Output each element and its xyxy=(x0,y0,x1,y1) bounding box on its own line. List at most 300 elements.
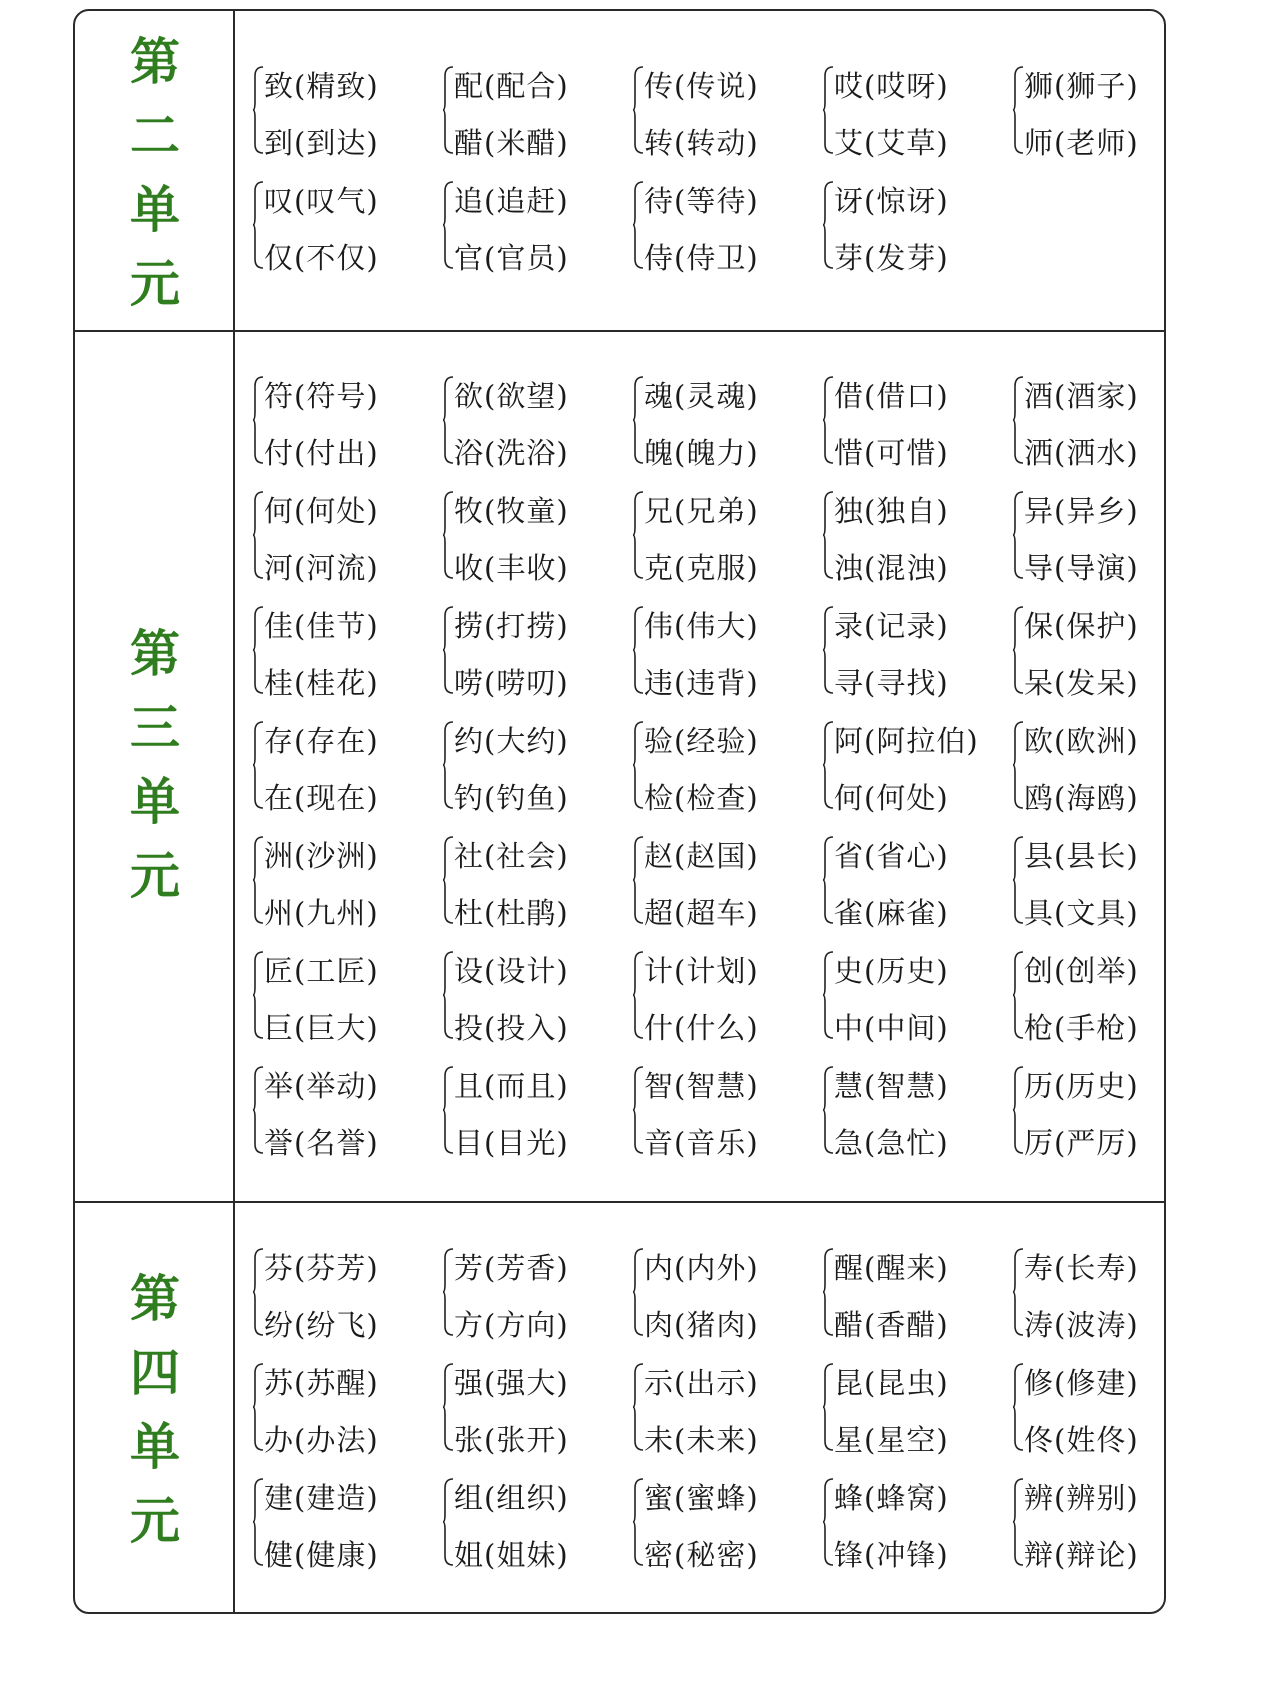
char-pair xyxy=(250,475,435,589)
character: 寿 xyxy=(1024,1251,1055,1285)
example-word: 计划 xyxy=(686,954,747,988)
character: 独 xyxy=(834,494,865,528)
char-pair xyxy=(440,360,625,474)
example-word: 姐妹 xyxy=(496,1538,557,1572)
open-paren: ( xyxy=(1054,1423,1067,1457)
open-paren: ( xyxy=(1054,126,1067,160)
close-paren: ) xyxy=(746,436,759,470)
close-paren: ) xyxy=(936,1481,949,1515)
example-word: 中间 xyxy=(876,1011,937,1045)
char-pair xyxy=(250,1347,435,1461)
close-paren: ) xyxy=(746,126,759,160)
example-word: 阿拉伯 xyxy=(876,724,967,758)
close-paren: ) xyxy=(936,379,949,413)
close-paren: ) xyxy=(1126,436,1139,470)
close-paren: ) xyxy=(746,241,759,275)
close-paren: ) xyxy=(366,379,379,413)
unit-title-char: 元 xyxy=(130,1492,180,1550)
character: 枪 xyxy=(1024,1011,1055,1045)
brace-icon xyxy=(632,1248,644,1336)
example-word: 哎呀 xyxy=(876,69,937,103)
unit-title-char: 单 xyxy=(130,181,180,239)
close-paren: ) xyxy=(746,839,759,873)
brace-icon xyxy=(1012,376,1024,464)
brace-icon xyxy=(252,1248,264,1336)
char-pair xyxy=(440,1232,625,1346)
open-paren: ( xyxy=(484,184,497,218)
open-paren: ( xyxy=(864,781,877,815)
character: 洒 xyxy=(1024,436,1055,470)
open-paren: ( xyxy=(1054,896,1067,930)
character: 官 xyxy=(454,241,485,275)
close-paren: ) xyxy=(366,1423,379,1457)
open-paren: ( xyxy=(484,1011,497,1045)
example-word: 什么 xyxy=(686,1011,747,1045)
character: 检 xyxy=(644,781,675,815)
example-word: 寻找 xyxy=(876,666,937,700)
brace-icon xyxy=(1012,951,1024,1039)
character: 匠 xyxy=(264,954,295,988)
char-entry xyxy=(644,1305,759,1345)
brace-icon xyxy=(252,836,264,924)
example-word: 酒家 xyxy=(1066,379,1127,413)
example-word: 现在 xyxy=(306,781,367,815)
brace-icon xyxy=(822,1248,834,1336)
example-word: 工匠 xyxy=(306,954,367,988)
open-paren: ( xyxy=(864,896,877,930)
character: 慧 xyxy=(834,1069,865,1103)
brace-icon xyxy=(442,181,454,269)
example-word: 麻雀 xyxy=(876,896,937,930)
char-pair xyxy=(250,705,435,819)
example-word: 打捞 xyxy=(496,609,557,643)
character: 约 xyxy=(454,724,485,758)
char-entry xyxy=(264,548,379,588)
character: 配 xyxy=(454,69,485,103)
close-paren: ) xyxy=(746,379,759,413)
character: 锋 xyxy=(834,1538,865,1572)
open-paren: ( xyxy=(1054,551,1067,585)
char-entry xyxy=(454,1478,569,1518)
open-paren: ( xyxy=(1054,954,1067,988)
close-paren: ) xyxy=(556,609,569,643)
char-entry xyxy=(834,836,949,876)
character: 蜜 xyxy=(644,1481,675,1515)
char-entry xyxy=(264,1248,379,1288)
char-entry xyxy=(454,123,569,163)
example-word: 洒水 xyxy=(1066,436,1127,470)
char-entry xyxy=(1024,1008,1139,1048)
open-paren: ( xyxy=(1054,609,1067,643)
char-entry xyxy=(834,238,949,278)
close-paren: ) xyxy=(746,666,759,700)
char-entry xyxy=(644,836,759,876)
open-paren: ( xyxy=(864,1251,877,1285)
brace-icon xyxy=(1012,1478,1024,1566)
brace-icon xyxy=(1012,721,1024,809)
open-paren: ( xyxy=(864,839,877,873)
example-word: 历史 xyxy=(876,954,937,988)
brace-icon xyxy=(442,951,454,1039)
close-paren: ) xyxy=(746,1308,759,1342)
char-entry xyxy=(644,1123,759,1163)
brace-icon xyxy=(442,721,454,809)
character: 示 xyxy=(644,1366,675,1400)
brace-icon xyxy=(822,66,834,154)
close-paren: ) xyxy=(366,724,379,758)
open-paren: ( xyxy=(484,1069,497,1103)
open-paren: ( xyxy=(864,69,877,103)
close-paren: ) xyxy=(556,436,569,470)
example-word: 欧洲 xyxy=(1066,724,1127,758)
example-word: 魄力 xyxy=(686,436,747,470)
example-word: 历史 xyxy=(1066,1069,1127,1103)
close-paren: ) xyxy=(936,1069,949,1103)
example-word: 发芽 xyxy=(876,241,937,275)
char-entry xyxy=(834,1123,949,1163)
character: 录 xyxy=(834,609,865,643)
character: 昆 xyxy=(834,1366,865,1400)
open-paren: ( xyxy=(484,1366,497,1400)
close-paren: ) xyxy=(1126,1011,1139,1045)
character: 酒 xyxy=(1024,379,1055,413)
open-paren: ( xyxy=(1054,1011,1067,1045)
char-entry xyxy=(454,238,569,278)
close-paren: ) xyxy=(746,1126,759,1160)
character: 省 xyxy=(834,839,865,873)
example-word: 未来 xyxy=(686,1423,747,1457)
example-word: 记录 xyxy=(876,609,937,643)
char-pair xyxy=(1010,1347,1195,1461)
char-entry xyxy=(264,238,379,278)
close-paren: ) xyxy=(746,69,759,103)
example-word: 佳节 xyxy=(306,609,367,643)
brace-icon xyxy=(632,1066,644,1154)
character: 历 xyxy=(1024,1069,1055,1103)
open-paren: ( xyxy=(674,839,687,873)
char-entry xyxy=(1024,123,1139,163)
char-entry xyxy=(454,1066,569,1106)
character: 狮 xyxy=(1024,69,1055,103)
close-paren: ) xyxy=(746,494,759,528)
brace-icon xyxy=(252,66,264,154)
char-entry xyxy=(644,1420,759,1460)
brace-icon xyxy=(1012,66,1024,154)
char-entry xyxy=(834,1478,949,1518)
close-paren: ) xyxy=(556,724,569,758)
example-word: 大约 xyxy=(496,724,557,758)
char-entry xyxy=(264,491,379,531)
char-pair xyxy=(1010,705,1195,819)
example-word: 智慧 xyxy=(686,1069,747,1103)
close-paren: ) xyxy=(746,724,759,758)
open-paren: ( xyxy=(294,1126,307,1160)
char-entry xyxy=(454,548,569,588)
character: 苏 xyxy=(264,1366,295,1400)
char-pair xyxy=(820,1232,1005,1346)
close-paren: ) xyxy=(1126,839,1139,873)
char-entry xyxy=(644,1478,759,1518)
example-word: 修建 xyxy=(1066,1366,1127,1400)
character: 保 xyxy=(1024,609,1055,643)
example-word: 方向 xyxy=(496,1308,557,1342)
close-paren: ) xyxy=(366,1126,379,1160)
char-entry xyxy=(644,893,759,933)
char-pair xyxy=(820,475,1005,589)
brace-icon xyxy=(1012,491,1024,579)
character: 智 xyxy=(644,1069,675,1103)
close-paren: ) xyxy=(936,1126,949,1160)
char-entry xyxy=(834,721,979,761)
brace-icon xyxy=(252,606,264,694)
brace-icon xyxy=(822,836,834,924)
char-entry xyxy=(834,123,949,163)
character: 星 xyxy=(834,1423,865,1457)
brace-icon xyxy=(252,376,264,464)
close-paren: ) xyxy=(366,666,379,700)
character: 什 xyxy=(644,1011,675,1045)
char-entry xyxy=(1024,1305,1139,1345)
close-paren: ) xyxy=(746,781,759,815)
char-entry xyxy=(454,491,569,531)
char-pair xyxy=(1010,360,1195,474)
unit-title xyxy=(75,1262,235,1558)
close-paren: ) xyxy=(936,896,949,930)
brace-icon xyxy=(442,1248,454,1336)
char-pair xyxy=(440,590,625,704)
close-paren: ) xyxy=(556,69,569,103)
example-word: 醒来 xyxy=(876,1251,937,1285)
close-paren: ) xyxy=(1126,1308,1139,1342)
close-paren: ) xyxy=(1126,1069,1139,1103)
open-paren: ( xyxy=(864,1423,877,1457)
open-paren: ( xyxy=(674,69,687,103)
open-paren: ( xyxy=(674,896,687,930)
character: 社 xyxy=(454,839,485,873)
unit-title-char: 三 xyxy=(130,699,180,757)
example-word: 老师 xyxy=(1066,126,1127,160)
char-entry xyxy=(454,1008,569,1048)
char-entry xyxy=(454,433,569,473)
brace-icon xyxy=(1012,1363,1024,1451)
char-entry xyxy=(1024,663,1139,703)
open-paren: ( xyxy=(294,494,307,528)
example-word: 丰收 xyxy=(496,551,557,585)
row-divider xyxy=(73,1201,1166,1203)
char-entry xyxy=(1024,721,1139,761)
example-word: 县长 xyxy=(1066,839,1127,873)
char-entry xyxy=(1024,376,1139,416)
example-word: 芬芳 xyxy=(306,1251,367,1285)
character: 州 xyxy=(264,896,295,930)
close-paren: ) xyxy=(366,1538,379,1572)
unit-title-char: 元 xyxy=(130,847,180,905)
close-paren: ) xyxy=(936,126,949,160)
character: 芳 xyxy=(454,1251,485,1285)
close-paren: ) xyxy=(936,666,949,700)
char-entry xyxy=(834,606,949,646)
close-paren: ) xyxy=(936,1011,949,1045)
open-paren: ( xyxy=(484,839,497,873)
brace-icon xyxy=(442,491,454,579)
char-pair xyxy=(440,935,625,1049)
open-paren: ( xyxy=(674,1308,687,1342)
character: 浴 xyxy=(454,436,485,470)
char-entry xyxy=(644,238,759,278)
row-divider xyxy=(73,330,1166,332)
char-entry xyxy=(1024,951,1139,991)
close-paren: ) xyxy=(746,551,759,585)
character: 师 xyxy=(1024,126,1055,160)
open-paren: ( xyxy=(484,954,497,988)
char-entry xyxy=(264,663,379,703)
open-paren: ( xyxy=(674,379,687,413)
close-paren: ) xyxy=(556,551,569,585)
char-pair xyxy=(630,1232,815,1346)
character: 巨 xyxy=(264,1011,295,1045)
close-paren: ) xyxy=(366,1069,379,1103)
close-paren: ) xyxy=(1126,781,1139,815)
char-entry xyxy=(454,376,569,416)
close-paren: ) xyxy=(366,1481,379,1515)
example-word: 兄弟 xyxy=(686,494,747,528)
open-paren: ( xyxy=(294,724,307,758)
character: 中 xyxy=(834,1011,865,1045)
char-entry xyxy=(454,181,569,221)
open-paren: ( xyxy=(864,724,877,758)
open-paren: ( xyxy=(484,494,497,528)
open-paren: ( xyxy=(484,1481,497,1515)
char-pair xyxy=(440,820,625,934)
example-word: 蜜蜂 xyxy=(686,1481,747,1515)
example-word: 伟大 xyxy=(686,609,747,643)
char-entry xyxy=(454,1363,569,1403)
char-entry xyxy=(264,1066,379,1106)
character: 转 xyxy=(644,126,675,160)
open-paren: ( xyxy=(864,126,877,160)
brace-icon xyxy=(632,721,644,809)
open-paren: ( xyxy=(294,1251,307,1285)
open-paren: ( xyxy=(294,1366,307,1400)
character: 蜂 xyxy=(834,1481,865,1515)
example-word: 传说 xyxy=(686,69,747,103)
open-paren: ( xyxy=(1054,379,1067,413)
character: 醋 xyxy=(834,1308,865,1342)
close-paren: ) xyxy=(746,184,759,218)
character: 钓 xyxy=(454,781,485,815)
brace-icon xyxy=(822,951,834,1039)
example-word: 苏醒 xyxy=(306,1366,367,1400)
char-entry xyxy=(644,663,759,703)
example-word: 转动 xyxy=(686,126,747,160)
character: 克 xyxy=(644,551,675,585)
char-pair xyxy=(820,1462,1005,1576)
char-entry xyxy=(644,548,759,588)
open-paren: ( xyxy=(294,839,307,873)
close-paren: ) xyxy=(366,1011,379,1045)
char-entry xyxy=(1024,1420,1139,1460)
example-word: 星空 xyxy=(876,1423,937,1457)
close-paren: ) xyxy=(746,954,759,988)
open-paren: ( xyxy=(864,1538,877,1572)
open-paren: ( xyxy=(674,184,687,218)
open-paren: ( xyxy=(864,1126,877,1160)
char-pair xyxy=(1010,1232,1195,1346)
open-paren: ( xyxy=(484,724,497,758)
example-word: 惊讶 xyxy=(876,184,937,218)
char-entry xyxy=(264,778,379,818)
open-paren: ( xyxy=(294,126,307,160)
close-paren: ) xyxy=(936,494,949,528)
example-word: 设计 xyxy=(496,954,557,988)
character: 传 xyxy=(644,69,675,103)
char-entry xyxy=(264,1535,379,1575)
char-pair xyxy=(630,820,815,934)
char-pair xyxy=(1010,590,1195,704)
example-word: 纷飞 xyxy=(306,1308,367,1342)
char-entry xyxy=(834,491,949,531)
character: 投 xyxy=(454,1011,485,1045)
character: 肉 xyxy=(644,1308,675,1342)
close-paren: ) xyxy=(556,1126,569,1160)
char-entry xyxy=(1024,778,1139,818)
character: 厉 xyxy=(1024,1126,1055,1160)
char-pair xyxy=(250,1050,435,1164)
close-paren: ) xyxy=(366,781,379,815)
open-paren: ( xyxy=(484,436,497,470)
character: 修 xyxy=(1024,1366,1055,1400)
open-paren: ( xyxy=(674,1126,687,1160)
example-word: 配合 xyxy=(496,69,557,103)
example-word: 冲锋 xyxy=(876,1538,937,1572)
character: 芽 xyxy=(834,241,865,275)
example-word: 导演 xyxy=(1066,551,1127,585)
char-entry xyxy=(834,893,949,933)
open-paren: ( xyxy=(864,1011,877,1045)
example-word: 官员 xyxy=(496,241,557,275)
char-entry xyxy=(644,951,759,991)
open-paren: ( xyxy=(484,1308,497,1342)
example-word: 蜂窝 xyxy=(876,1481,937,1515)
open-paren: ( xyxy=(294,1423,307,1457)
close-paren: ) xyxy=(556,896,569,930)
example-word: 急忙 xyxy=(876,1126,937,1160)
unit-title-char: 元 xyxy=(130,255,180,313)
character: 验 xyxy=(644,724,675,758)
character: 桂 xyxy=(264,666,295,700)
unit-title-char: 第 xyxy=(130,1270,180,1328)
character: 目 xyxy=(454,1126,485,1160)
character: 侍 xyxy=(644,241,675,275)
close-paren: ) xyxy=(1126,954,1139,988)
example-word: 出示 xyxy=(686,1366,747,1400)
open-paren: ( xyxy=(294,551,307,585)
character: 县 xyxy=(1024,839,1055,873)
char-entry xyxy=(264,951,379,991)
character: 醒 xyxy=(834,1251,865,1285)
open-paren: ( xyxy=(294,1538,307,1572)
close-paren: ) xyxy=(1126,609,1139,643)
brace-icon xyxy=(252,181,264,269)
brace-icon xyxy=(822,606,834,694)
close-paren: ) xyxy=(556,184,569,218)
character: 急 xyxy=(834,1126,865,1160)
brace-icon xyxy=(632,491,644,579)
open-paren: ( xyxy=(674,551,687,585)
example-word: 检查 xyxy=(686,781,747,815)
character: 超 xyxy=(644,896,675,930)
character: 追 xyxy=(454,184,485,218)
